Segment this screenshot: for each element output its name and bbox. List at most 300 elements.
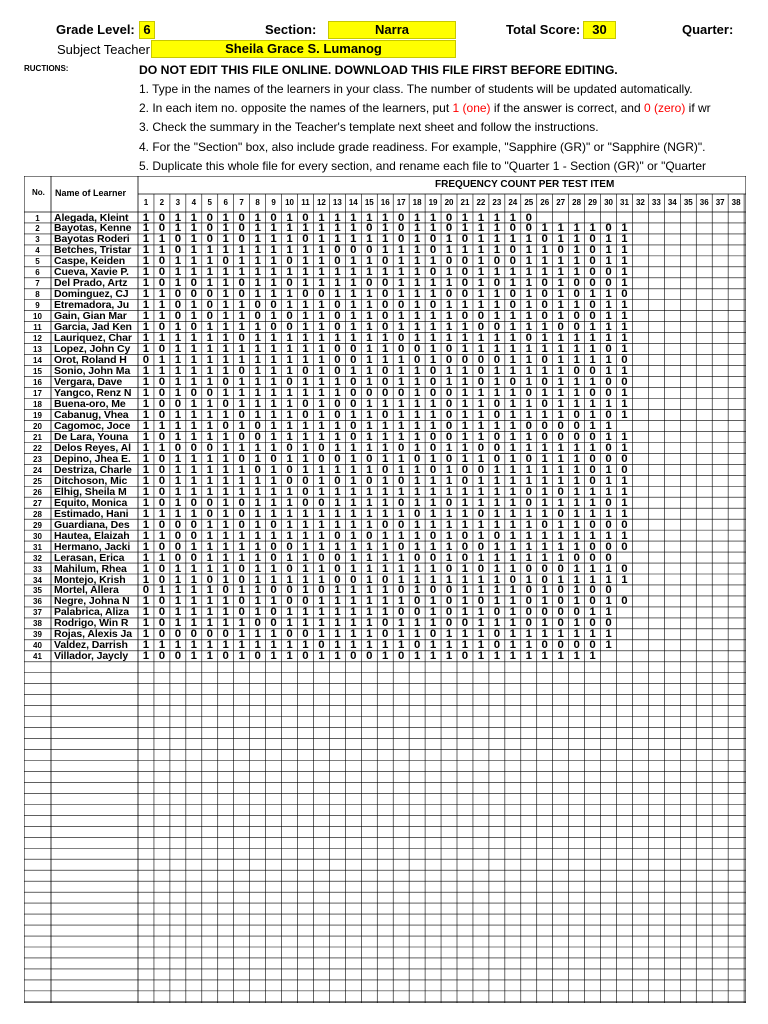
score-cell[interactable]: 1 <box>493 497 501 509</box>
score-cell[interactable]: 1 <box>158 585 166 597</box>
score-cell[interactable]: 1 <box>350 256 357 268</box>
score-cell[interactable]: 1 <box>350 453 357 465</box>
score-cell[interactable]: 1 <box>270 234 277 246</box>
score-cell[interactable]: 1 <box>318 300 325 312</box>
score-cell[interactable]: 1 <box>286 574 293 586</box>
score-cell[interactable]: 1 <box>302 464 309 476</box>
score-cell[interactable]: 1 <box>557 530 564 542</box>
score-cell[interactable]: 1 <box>222 442 229 454</box>
score-cell[interactable]: 1 <box>525 409 532 421</box>
score-cell[interactable]: 1 <box>238 377 245 389</box>
learner-name[interactable]: Buena-oro, Me <box>54 398 126 410</box>
score-cell[interactable]: 1 <box>509 420 516 432</box>
score-cell[interactable]: 1 <box>557 464 564 476</box>
score-cell[interactable]: 1 <box>206 409 213 421</box>
score-cell[interactable]: 1 <box>605 355 612 367</box>
score-cell[interactable]: 1 <box>413 289 421 301</box>
score-cell[interactable]: 0 <box>366 475 373 487</box>
score-cell[interactable]: 1 <box>286 651 293 663</box>
score-cell[interactable]: 0 <box>158 607 166 619</box>
score-cell[interactable]: 1 <box>222 519 229 531</box>
learner-name[interactable]: Cabanug, Vhea <box>54 409 129 421</box>
score-cell[interactable]: 0 <box>541 640 548 652</box>
score-cell[interactable]: 1 <box>174 223 182 235</box>
score-cell[interactable]: 1 <box>174 256 182 268</box>
score-cell[interactable]: 1 <box>493 267 501 279</box>
score-cell[interactable]: 1 <box>605 530 612 542</box>
score-cell[interactable]: 1 <box>238 388 245 400</box>
score-cell[interactable]: 1 <box>413 541 421 553</box>
score-cell[interactable]: 1 <box>397 377 405 389</box>
score-cell[interactable]: 1 <box>621 322 628 334</box>
score-cell[interactable]: 1 <box>254 475 261 487</box>
score-cell[interactable]: 1 <box>413 245 421 257</box>
learner-name[interactable]: Depino, Jhea E. <box>54 453 131 465</box>
score-cell[interactable]: 1 <box>493 223 501 235</box>
score-cell[interactable]: 1 <box>509 585 516 597</box>
score-cell[interactable]: 1 <box>206 486 213 498</box>
score-cell[interactable]: 1 <box>397 398 405 410</box>
score-cell[interactable]: 0 <box>286 311 293 323</box>
score-cell[interactable]: 1 <box>621 497 628 509</box>
score-cell[interactable]: 1 <box>429 640 437 652</box>
score-cell[interactable]: 1 <box>382 596 389 608</box>
score-cell[interactable]: 0 <box>302 596 309 608</box>
score-cell[interactable]: 1 <box>605 420 612 432</box>
score-cell[interactable]: 1 <box>270 442 277 454</box>
score-cell[interactable]: 1 <box>254 508 261 520</box>
score-cell[interactable]: 1 <box>190 300 197 312</box>
score-cell[interactable]: 1 <box>158 300 166 312</box>
score-cell[interactable]: 0 <box>573 278 580 290</box>
score-cell[interactable]: 1 <box>318 574 325 586</box>
score-cell[interactable]: 0 <box>238 212 245 224</box>
score-cell[interactable]: 1 <box>445 629 453 641</box>
score-cell[interactable]: 1 <box>605 333 612 345</box>
score-cell[interactable]: 0 <box>206 497 213 509</box>
score-cell[interactable]: 0 <box>525 388 532 400</box>
score-cell[interactable]: 1 <box>573 651 580 663</box>
score-cell[interactable]: 0 <box>158 629 166 641</box>
score-cell[interactable]: 1 <box>190 541 197 553</box>
score-cell[interactable]: 1 <box>429 409 437 421</box>
score-cell[interactable]: 1 <box>605 464 612 476</box>
score-cell[interactable]: 1 <box>621 431 628 443</box>
score-cell[interactable]: 0 <box>413 508 421 520</box>
score-cell[interactable]: 1 <box>366 311 373 323</box>
score-cell[interactable]: 1 <box>493 245 501 257</box>
score-cell[interactable]: 1 <box>461 596 469 608</box>
score-cell[interactable]: 1 <box>605 322 612 334</box>
score-cell[interactable]: 0 <box>573 420 580 432</box>
score-cell[interactable]: 0 <box>222 651 229 663</box>
score-cell[interactable]: 0 <box>541 377 548 389</box>
score-cell[interactable]: 0 <box>174 519 182 531</box>
score-cell[interactable]: 1 <box>493 377 501 389</box>
score-cell[interactable]: 0 <box>573 409 580 421</box>
score-cell[interactable]: 1 <box>477 519 485 531</box>
learner-name[interactable]: Estimado, Hani <box>54 508 129 520</box>
score-cell[interactable]: 1 <box>397 420 405 432</box>
score-cell[interactable]: 1 <box>509 552 516 564</box>
score-cell[interactable]: 0 <box>206 311 213 323</box>
score-cell[interactable]: 1 <box>222 464 229 476</box>
score-cell[interactable]: 0 <box>366 453 373 465</box>
score-cell[interactable]: 1 <box>350 519 357 531</box>
score-cell[interactable]: 1 <box>286 453 293 465</box>
score-cell[interactable]: 1 <box>206 552 213 564</box>
score-cell[interactable]: 0 <box>382 629 389 641</box>
score-cell[interactable]: 1 <box>525 355 532 367</box>
score-cell[interactable]: 1 <box>142 311 150 323</box>
score-cell[interactable]: 1 <box>158 366 166 378</box>
score-cell[interactable]: 1 <box>190 267 197 279</box>
score-cell[interactable]: 1 <box>621 267 628 279</box>
score-cell[interactable]: 1 <box>318 475 325 487</box>
score-cell[interactable]: 1 <box>509 607 516 619</box>
score-cell[interactable]: 1 <box>477 256 485 268</box>
score-cell[interactable]: 0 <box>286 464 293 476</box>
score-cell[interactable]: 0 <box>350 344 357 356</box>
score-cell[interactable]: 1 <box>493 552 501 564</box>
score-cell[interactable]: 1 <box>509 344 516 356</box>
score-cell[interactable]: 1 <box>366 398 373 410</box>
score-cell[interactable]: 1 <box>254 366 261 378</box>
score-cell[interactable]: 1 <box>158 552 166 564</box>
score-cell[interactable]: 0 <box>238 333 245 345</box>
score-cell[interactable]: 1 <box>382 223 389 235</box>
score-cell[interactable]: 1 <box>493 366 501 378</box>
score-cell[interactable]: 1 <box>270 596 277 608</box>
score-cell[interactable]: 1 <box>270 388 277 400</box>
score-cell[interactable]: 0 <box>382 377 389 389</box>
score-cell[interactable]: 1 <box>397 256 405 268</box>
score-cell[interactable]: 1 <box>541 322 548 334</box>
score-cell[interactable]: 1 <box>142 289 150 301</box>
score-cell[interactable]: 1 <box>477 486 485 498</box>
score-cell[interactable]: 1 <box>477 333 485 345</box>
score-cell[interactable]: 1 <box>573 464 580 476</box>
score-cell[interactable]: 1 <box>318 541 325 553</box>
score-cell[interactable]: 0 <box>621 355 628 367</box>
score-cell[interactable]: 1 <box>334 585 341 597</box>
score-cell[interactable]: 1 <box>397 464 405 476</box>
score-cell[interactable]: 1 <box>286 289 293 301</box>
score-cell[interactable]: 1 <box>461 453 469 465</box>
score-cell[interactable]: 1 <box>142 475 150 487</box>
score-cell[interactable]: 1 <box>334 289 341 301</box>
score-cell[interactable]: 1 <box>190 607 197 619</box>
score-cell[interactable]: 0 <box>238 607 245 619</box>
score-cell[interactable]: 1 <box>254 333 261 345</box>
score-cell[interactable]: 1 <box>222 245 229 257</box>
score-cell[interactable]: 1 <box>477 223 485 235</box>
score-cell[interactable]: 1 <box>254 442 261 454</box>
score-cell[interactable]: 1 <box>477 574 485 586</box>
score-cell[interactable]: 0 <box>302 409 309 421</box>
total-score-field[interactable]: 30 <box>583 21 616 39</box>
score-cell[interactable]: 0 <box>541 574 548 586</box>
score-cell[interactable]: 1 <box>525 344 532 356</box>
learner-name[interactable]: Alegada, Kleint <box>54 212 129 224</box>
score-cell[interactable]: 1 <box>509 267 516 279</box>
score-cell[interactable]: 1 <box>461 442 469 454</box>
score-cell[interactable]: 0 <box>158 431 166 443</box>
score-cell[interactable]: 1 <box>254 245 261 257</box>
score-cell[interactable]: 1 <box>318 223 325 235</box>
score-cell[interactable]: 1 <box>366 640 373 652</box>
score-cell[interactable]: 1 <box>350 212 357 224</box>
score-cell[interactable]: 0 <box>541 311 548 323</box>
score-cell[interactable]: 1 <box>461 377 469 389</box>
score-cell[interactable]: 1 <box>573 333 580 345</box>
score-cell[interactable]: 1 <box>254 629 261 641</box>
score-cell[interactable]: 1 <box>525 245 532 257</box>
score-cell[interactable]: 1 <box>366 289 373 301</box>
score-cell[interactable]: 1 <box>413 651 421 663</box>
score-cell[interactable]: 1 <box>397 530 405 542</box>
score-cell[interactable]: 0 <box>174 629 182 641</box>
score-cell[interactable]: 1 <box>461 300 469 312</box>
score-cell[interactable]: 1 <box>445 300 453 312</box>
score-cell[interactable]: 1 <box>429 574 437 586</box>
score-cell[interactable]: 0 <box>397 497 405 509</box>
score-cell[interactable]: 1 <box>254 278 261 290</box>
score-cell[interactable]: 1 <box>366 322 373 334</box>
score-cell[interactable]: 1 <box>334 442 341 454</box>
score-cell[interactable]: 1 <box>206 355 213 367</box>
score-cell[interactable]: 0 <box>286 256 293 268</box>
score-cell[interactable]: 1 <box>286 409 293 421</box>
score-cell[interactable]: 1 <box>142 256 150 268</box>
score-cell[interactable]: 1 <box>254 585 261 597</box>
score-cell[interactable]: 1 <box>206 278 213 290</box>
score-cell[interactable]: 1 <box>413 486 421 498</box>
score-cell[interactable]: 1 <box>461 486 469 498</box>
score-cell[interactable]: 0 <box>286 475 293 487</box>
score-cell[interactable]: 0 <box>270 618 277 630</box>
score-cell[interactable]: 1 <box>174 267 182 279</box>
score-cell[interactable]: 1 <box>589 486 596 498</box>
score-cell[interactable]: 1 <box>334 607 341 619</box>
score-cell[interactable]: 1 <box>174 355 182 367</box>
learner-name[interactable]: Villador, Jaycly <box>54 651 129 663</box>
score-cell[interactable]: 1 <box>334 541 341 553</box>
score-cell[interactable]: 1 <box>413 223 421 235</box>
score-cell[interactable]: 1 <box>270 256 277 268</box>
score-cell[interactable]: 1 <box>318 212 325 224</box>
score-cell[interactable]: 0 <box>605 388 612 400</box>
score-cell[interactable]: 1 <box>509 464 516 476</box>
score-cell[interactable]: 1 <box>397 322 405 334</box>
score-cell[interactable]: 1 <box>206 607 213 619</box>
learner-name[interactable]: Ditchoson, Mic <box>54 475 128 487</box>
score-cell[interactable]: 0 <box>350 377 357 389</box>
score-cell[interactable]: 0 <box>525 585 532 597</box>
score-cell[interactable]: 1 <box>366 508 373 520</box>
score-cell[interactable]: 1 <box>382 607 389 619</box>
score-cell[interactable]: 1 <box>270 223 277 235</box>
score-cell[interactable]: 0 <box>366 651 373 663</box>
score-cell[interactable]: 0 <box>525 607 532 619</box>
score-cell[interactable]: 0 <box>429 245 437 257</box>
score-cell[interactable]: 0 <box>397 651 405 663</box>
score-cell[interactable]: 0 <box>350 431 357 443</box>
score-cell[interactable]: 1 <box>621 530 628 542</box>
score-cell[interactable]: 0 <box>605 453 612 465</box>
score-cell[interactable]: 0 <box>158 409 166 421</box>
score-cell[interactable]: 1 <box>525 234 532 246</box>
score-cell[interactable]: 0 <box>493 322 501 334</box>
score-cell[interactable]: 0 <box>429 442 437 454</box>
score-cell[interactable]: 1 <box>206 256 213 268</box>
score-cell[interactable]: 1 <box>493 508 501 520</box>
score-cell[interactable]: 1 <box>429 541 437 553</box>
score-cell[interactable]: 0 <box>158 651 166 663</box>
score-cell[interactable]: 1 <box>142 366 150 378</box>
score-cell[interactable]: 1 <box>142 388 150 400</box>
score-cell[interactable]: 1 <box>382 398 389 410</box>
score-cell[interactable]: 1 <box>286 552 293 564</box>
score-cell[interactable]: 1 <box>142 651 150 663</box>
score-cell[interactable]: 0 <box>541 431 548 443</box>
score-cell[interactable]: 1 <box>557 223 564 235</box>
learner-name[interactable]: Sonio, John Ma <box>54 366 131 378</box>
score-cell[interactable]: 0 <box>605 267 612 279</box>
score-cell[interactable]: 1 <box>350 508 357 520</box>
score-cell[interactable]: 1 <box>525 530 532 542</box>
score-cell[interactable]: 1 <box>254 552 261 564</box>
score-cell[interactable]: 1 <box>621 508 628 520</box>
score-cell[interactable]: 1 <box>429 398 437 410</box>
score-cell[interactable]: 1 <box>461 333 469 345</box>
score-cell[interactable]: 1 <box>605 431 612 443</box>
score-cell[interactable]: 0 <box>605 585 612 597</box>
score-cell[interactable]: 1 <box>366 256 373 268</box>
score-cell[interactable]: 0 <box>270 519 277 531</box>
score-cell[interactable]: 1 <box>461 223 469 235</box>
score-cell[interactable]: 1 <box>174 366 182 378</box>
score-cell[interactable]: 1 <box>174 464 182 476</box>
score-cell[interactable]: 1 <box>350 333 357 345</box>
score-cell[interactable]: 1 <box>477 629 485 641</box>
score-cell[interactable]: 1 <box>493 574 501 586</box>
score-cell[interactable]: 0 <box>509 223 516 235</box>
score-cell[interactable]: 1 <box>318 420 325 432</box>
score-cell[interactable]: 1 <box>525 541 532 553</box>
score-cell[interactable]: 1 <box>445 234 453 246</box>
score-cell[interactable]: 1 <box>174 475 182 487</box>
score-cell[interactable]: 0 <box>461 311 469 323</box>
score-cell[interactable]: 0 <box>429 388 437 400</box>
score-cell[interactable]: 1 <box>270 355 277 367</box>
score-cell[interactable]: 0 <box>541 278 548 290</box>
score-cell[interactable]: 1 <box>366 607 373 619</box>
score-cell[interactable]: 0 <box>557 596 564 608</box>
score-cell[interactable]: 0 <box>589 596 596 608</box>
score-cell[interactable]: 0 <box>445 585 453 597</box>
score-cell[interactable]: 0 <box>557 431 564 443</box>
score-cell[interactable]: 1 <box>525 464 532 476</box>
score-cell[interactable]: 1 <box>238 245 245 257</box>
score-cell[interactable]: 1 <box>334 223 341 235</box>
score-cell[interactable]: 1 <box>142 322 150 334</box>
score-cell[interactable]: 0 <box>158 574 166 586</box>
score-cell[interactable]: 1 <box>270 245 277 257</box>
learner-name[interactable]: Cagomoc, Joce <box>54 420 131 432</box>
score-cell[interactable]: 1 <box>190 563 197 575</box>
score-cell[interactable]: 0 <box>174 234 182 246</box>
score-cell[interactable]: 1 <box>477 585 485 597</box>
score-cell[interactable]: 1 <box>413 234 421 246</box>
score-cell[interactable]: 1 <box>318 398 325 410</box>
score-cell[interactable]: 0 <box>158 618 166 630</box>
score-cell[interactable]: 1 <box>382 541 389 553</box>
score-cell[interactable]: 1 <box>350 223 357 235</box>
score-cell[interactable]: 1 <box>397 508 405 520</box>
score-cell[interactable]: 0 <box>493 607 501 619</box>
score-cell[interactable]: 0 <box>334 245 341 257</box>
score-cell[interactable]: 1 <box>429 223 437 235</box>
score-cell[interactable]: 0 <box>573 431 580 443</box>
learner-name[interactable]: Vergara, Dave <box>54 377 123 389</box>
score-cell[interactable]: 1 <box>254 322 261 334</box>
score-cell[interactable]: 0 <box>382 409 389 421</box>
score-cell[interactable]: 1 <box>142 508 150 520</box>
score-cell[interactable]: 1 <box>397 366 405 378</box>
score-cell[interactable]: 1 <box>142 245 150 257</box>
score-cell[interactable]: 1 <box>254 355 261 367</box>
score-cell[interactable]: 1 <box>366 300 373 312</box>
score-cell[interactable]: 1 <box>525 366 532 378</box>
score-cell[interactable]: 1 <box>509 497 516 509</box>
score-cell[interactable]: 1 <box>350 322 357 334</box>
score-cell[interactable]: 0 <box>397 388 405 400</box>
score-cell[interactable]: 1 <box>589 289 596 301</box>
score-cell[interactable]: 0 <box>270 552 277 564</box>
score-cell[interactable]: 1 <box>270 640 277 652</box>
score-cell[interactable]: 1 <box>413 519 421 531</box>
score-cell[interactable]: 1 <box>525 289 532 301</box>
score-cell[interactable]: 1 <box>557 574 564 586</box>
score-cell[interactable]: 0 <box>525 618 532 630</box>
score-cell[interactable]: 1 <box>174 596 182 608</box>
score-cell[interactable]: 1 <box>254 486 261 498</box>
score-cell[interactable]: 0 <box>238 574 245 586</box>
learner-name[interactable]: Negre, Johna N <box>54 596 130 608</box>
score-cell[interactable]: 1 <box>350 563 357 575</box>
score-cell[interactable]: 1 <box>318 256 325 268</box>
score-cell[interactable]: 1 <box>525 629 532 641</box>
score-cell[interactable]: 0 <box>605 344 612 356</box>
score-cell[interactable]: 1 <box>286 388 293 400</box>
score-cell[interactable]: 1 <box>334 333 341 345</box>
score-cell[interactable]: 1 <box>350 640 357 652</box>
score-cell[interactable]: 1 <box>174 212 182 224</box>
score-cell[interactable]: 1 <box>206 530 213 542</box>
score-cell[interactable]: 0 <box>573 640 580 652</box>
score-cell[interactable]: 1 <box>382 508 389 520</box>
score-cell[interactable]: 1 <box>174 497 182 509</box>
score-cell[interactable]: 1 <box>302 420 309 432</box>
score-cell[interactable]: 1 <box>445 519 453 531</box>
score-cell[interactable]: 1 <box>174 420 182 432</box>
score-cell[interactable]: 1 <box>302 508 309 520</box>
score-cell[interactable]: 1 <box>525 322 532 334</box>
score-cell[interactable]: 1 <box>461 585 469 597</box>
score-cell[interactable]: 0 <box>350 420 357 432</box>
score-cell[interactable]: 1 <box>397 629 405 641</box>
